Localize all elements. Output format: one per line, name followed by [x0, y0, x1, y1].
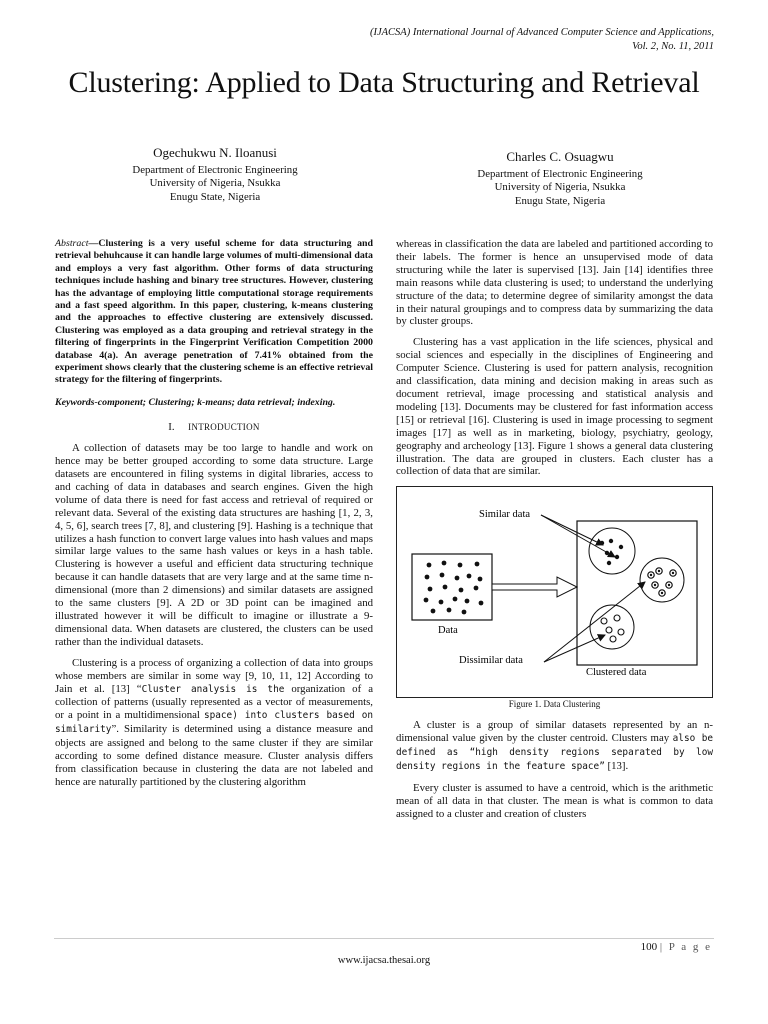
author-2-univ: University of Nigeria, Nsukka — [494, 181, 626, 193]
data-box — [412, 554, 492, 620]
p2-text-c: ”. Similarity is determined using a distance measure and objects are assigned and belong to the same cluster if they are similar according to some defined distance measure. Cluster analysis differs from classification because in clustering the data are not labeled and hence are naturally partitioned by the clustering algorithm — [55, 723, 373, 788]
author-1-univ: University of Nigeria, Nsukka — [149, 177, 281, 189]
author-1 — [90, 146, 340, 204]
section-title: INTRODUCTION — [188, 422, 260, 433]
author-2 — [430, 150, 690, 208]
right-paragraph-3 — [396, 719, 713, 774]
journal-url: www.ijacsa.thesai.org — [337, 955, 431, 966]
right-paragraph-1: whereas in classification the data are labeled and partitioned according to their labels. The former is hence an unsupervised mode of data structuring while the later is supervised [13]. Jain [14] identifies three main reasons while data clustering is used; to understand the underlying structure of the data; to determine degree of similarity amongst the data in their natural groupings and to compress data by summarizing the data by cluster groups. — [396, 238, 713, 328]
figure-1-diagram — [397, 487, 712, 697]
p2-quote-a: Cluster analysis is the — [141, 683, 285, 695]
right-column — [396, 238, 713, 829]
intro-paragraph-1: A collection of datasets may be too large to handle and work on hence may be better grouped according to some data structure. Large datasets are encountered in filing systems in digital libraries, access to and caching of data in databases and search engines. Given the high volume of data there is need for fast access and retrieval of required or relevant data. Several of the existing data structures are hashing [1, 2, 3, 4, 5, 6], search trees [7, 8], and clustering [9]. Hashing is a technique that utilizes a hash function to convert large values into hash values and maps similar large values to the same hash values or keys in a hash table. Clustering is however a useful and efficient data structuring technique because it can handle datasets that are very large and at the same time n-dimensional (more than 2 dimensions) and similar datasets are assigned to the same clusters [9]. A 2D or 3D point can be imagined and illustrated however it will be difficult to imagine or illustrate a 9-dimensional data. When datasets are clustered, the clusters can be used rather than the individual datasets. — [55, 442, 373, 648]
journal-line-2: Vol. 2, No. 11, 2011 — [632, 40, 714, 52]
label-similar-data: Similar data — [479, 509, 531, 521]
p3-text-b: [13]. — [604, 759, 629, 772]
abstract-text: —Clustering is a very useful scheme for data structuring and retrieval behuhcause it can handle large volumes of multi-dimensional data and employs a very fast algorithm. Other forms of data structuring techniques include hashing and binary tree structures. However, clustering has the advantage of employing little computational storage requirements and a fast speed algorithm. In this paper, clustering, k-means clustering and the approaches to effective clustering are extensively discussed. Clustering was employed as a data grouping and retrieval strategy in the filtering of fingerprints in the Fingerprint Verification Competition 2000 database 4(a). An average penetration of 7.41% obtained from the experiment shows clearly that the clustering scheme is an effective retrieval strategy for the filtering of fingerprints. — [55, 238, 373, 386]
p2-text-a: Clustering is a process of organizing a collection of data into groups whose members are similar in some way [9, 10, 11, 12] According to Jain et al. [13] “ — [55, 656, 373, 695]
label-dissimilar-data: Dissimilar data — [459, 655, 523, 667]
cluster-1 — [589, 528, 635, 574]
footer-divider — [54, 938, 714, 939]
left-column — [55, 238, 373, 797]
figure-1-caption: Figure 1. Data Clustering — [508, 699, 601, 710]
section-heading — [55, 421, 373, 434]
p3-quote: also be defined as “high density regions separated by low density regions in the feature space” — [396, 733, 713, 772]
label-data: Data — [438, 625, 458, 637]
page-number — [641, 941, 712, 953]
p2-quote-b: space) into clusters based on similarity — [55, 710, 373, 736]
p3-text-a: A cluster is a group of similar datasets represented by an n-dimensional value given by the cluster centroid. Clusters may — [396, 719, 713, 745]
author-1-loc: Enugu State, Nigeria — [169, 190, 261, 203]
right-paragraph-2: Clustering has a vast application in the life sciences, physical and social sciences and especially in the disciplines of Engineering and Computer Science. Clustering is used for pattern analysis, recognition and classification, data mining and decision making in areas such as document retrieval, image processing and statistical analysis and modeling [13]. Documents may be clustered for fast information access [15] or retrieval [16]. Clustering is used in image processing to segment images [17] as well as in marketing, biology, psychiatry, geology, geography and archeology [13]. Figure 1 shows a general data clustering illustration. The data are grouped in clusters. Each cluster has a collection of data that are similar. — [396, 336, 713, 478]
journal-line-1: (IJACSA) International Journal of Advanced Computer Science and Applications, — [369, 27, 714, 38]
journal-header — [370, 26, 714, 53]
author-2-dept: Department of Electronic Engineering — [477, 167, 643, 180]
intro-paragraph-2 — [55, 657, 373, 789]
abstract-label: Abstract — [55, 238, 89, 249]
transform-arrow — [492, 577, 577, 597]
p2-text-b: organization of a collection of patterns (usually represented as a vector of measurements, or a point in a multidimensional — [55, 682, 373, 722]
paper-title: Clustering: Applied to Data Structuring and Retrieval — [68, 66, 700, 99]
keywords: Keywords-component; Clustering; k-means; data retrieval; indexing. — [55, 396, 336, 408]
label-clustered-data: Clustered data — [586, 667, 647, 679]
author-2-loc: Enugu State, Nigeria — [514, 194, 606, 207]
page-number-value: 100 — [640, 941, 658, 953]
figure-1 — [396, 486, 713, 698]
author-1-name: Ogechukwu N. Iloanusi — [153, 145, 277, 160]
abstract — [55, 238, 373, 387]
author-1-dept: Department of Electronic Engineering — [132, 163, 298, 176]
section-number: I. — [168, 421, 175, 434]
right-paragraph-4: Every cluster is assumed to have a centroid, which is the arithmetic mean of all data in that cluster. The mean is what is common to data assigned to a cluster and creation of clusters — [396, 781, 713, 820]
author-2-name: Charles C. Osuagwu — [506, 149, 614, 164]
page-label: | P a g e — [659, 941, 712, 953]
